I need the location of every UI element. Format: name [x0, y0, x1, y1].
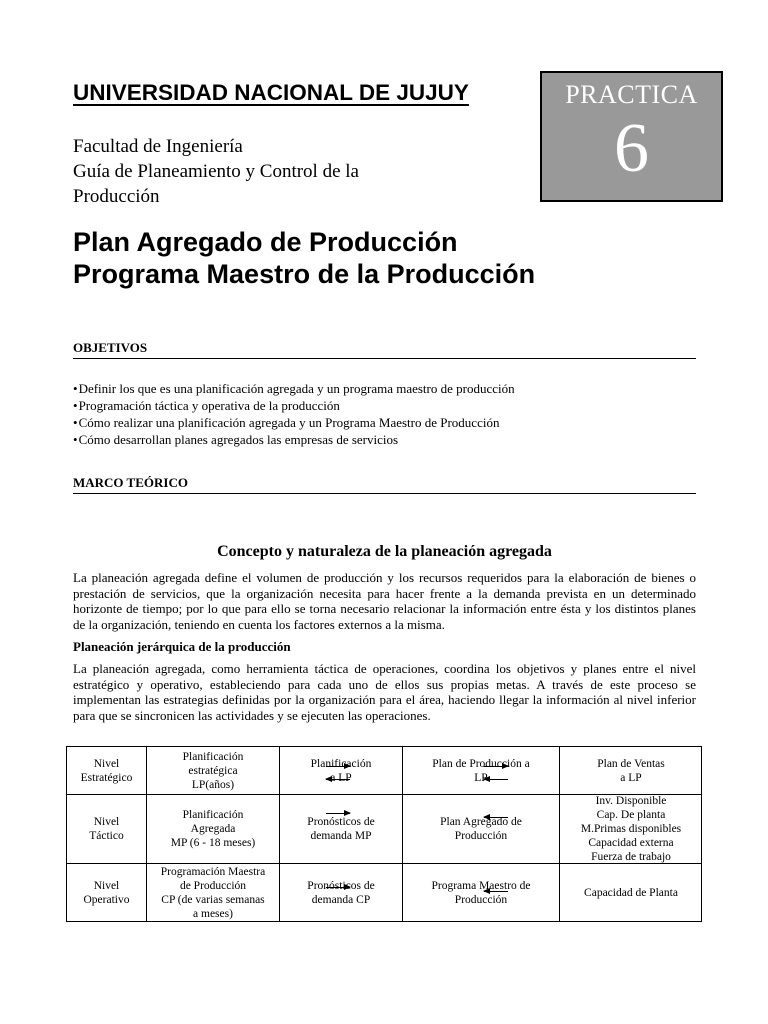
- table-cell: Capacidad de Planta: [584, 887, 678, 899]
- arrow-left-icon: [484, 891, 508, 892]
- list-item: • Definir los que es una planificación agregada y un programa maestro de producción: [73, 380, 515, 397]
- arrow-right-icon: [484, 766, 508, 767]
- table-cell: Planificación estratégica LP(años): [147, 747, 280, 795]
- table-cell: Inv. Disponible Cap. De planta M.Primas disponibles Capacidad externa Fuerza de trabajo: [560, 795, 702, 864]
- objetivos-list: [73, 380, 515, 448]
- list-item: • Programación táctica y operativa de la producción: [73, 397, 515, 414]
- table-cell: Plan Agregado de Producción: [403, 795, 560, 864]
- practica-number: 6: [614, 110, 649, 187]
- page-title: [73, 226, 535, 290]
- arrow-left-icon: [484, 779, 508, 780]
- title-line: Programa Maestro de la Producción: [73, 259, 536, 289]
- objetivos-heading: OBJETIVOS: [73, 340, 696, 359]
- list-item: • Cómo desarrollan planes agregados las empresas de servicios: [73, 431, 515, 448]
- practica-label: PRACTICA: [565, 80, 698, 109]
- section-title: Concepto y naturaleza de la planeación agregada: [217, 543, 552, 560]
- arrow-left-icon: [484, 817, 508, 818]
- table-cell: Nivel Táctico: [67, 795, 147, 864]
- subsection-heading: Planeación jerárquica de la producción: [73, 639, 291, 654]
- arrow-right-icon: [326, 766, 350, 767]
- paragraph: La planeación agregada, como herramienta táctica de operaciones, coordina los objetivos y planes entre el nivel estratégico y operativo, estableciendo para cada uno de ellos sus propias metas. A través de este proceso se implementan las estrategias definidas por la organización para el área, haciendo llegar la información al nivel inferior para que se sincronicen las actividades y se ejecuten las operaciones.: [73, 661, 696, 723]
- paragraph: La planeación agregada define el volumen de producción y los recursos requeridos para la elaboración de bienes o prestación de servicios, que la organización necesita para hacer frente a la demanda prevista en un determinado horizonte de tiempo; por lo que para ello se torna necesario relacionar la información entre ésta y los distintos planes de la organización, teniendo en cuenta los factores externos a la misma.: [73, 570, 696, 632]
- table-cell: Planificación Agregada MP (6 - 18 meses): [147, 795, 280, 864]
- table-cell: Plan de Producción a LP: [403, 747, 560, 795]
- table-cell: Pronósticos de demanda MP: [280, 795, 403, 864]
- table-cell: Programa Maestro de Producción: [403, 864, 560, 922]
- faculty-line: Guía de Planeamiento y Control de la: [73, 161, 359, 182]
- faculty-line: Facultad de Ingeniería: [73, 136, 243, 157]
- title-line: Plan Agregado de Producción: [73, 227, 458, 257]
- marco-teorico-heading: MARCO TEÓRICO: [73, 475, 696, 494]
- planning-hierarchy-table: [66, 746, 702, 922]
- faculty-subtitle: [73, 134, 453, 209]
- table-cell: Nivel Operativo: [67, 864, 147, 922]
- list-item: • Cómo realizar una planificación agregada y un Programa Maestro de Producción: [73, 414, 515, 431]
- arrow-right-icon: [326, 887, 350, 888]
- faculty-line: Producción: [73, 186, 160, 207]
- table-cell: Programación Maestra de Producción CP (de varias semanas a meses): [147, 864, 280, 922]
- table-cell: Plan de Ventas a LP: [560, 747, 702, 795]
- table-cell: Pronósticos de demanda CP: [280, 864, 403, 922]
- arrow-left-icon: [326, 779, 350, 780]
- table-cell: Nivel Estratégico: [67, 747, 147, 795]
- arrow-right-icon: [326, 813, 350, 814]
- university-name: UNIVERSIDAD NACIONAL DE JUJUY: [73, 80, 469, 105]
- practica-badge: [540, 71, 723, 202]
- table-cell: Planificación a LP: [280, 747, 403, 795]
